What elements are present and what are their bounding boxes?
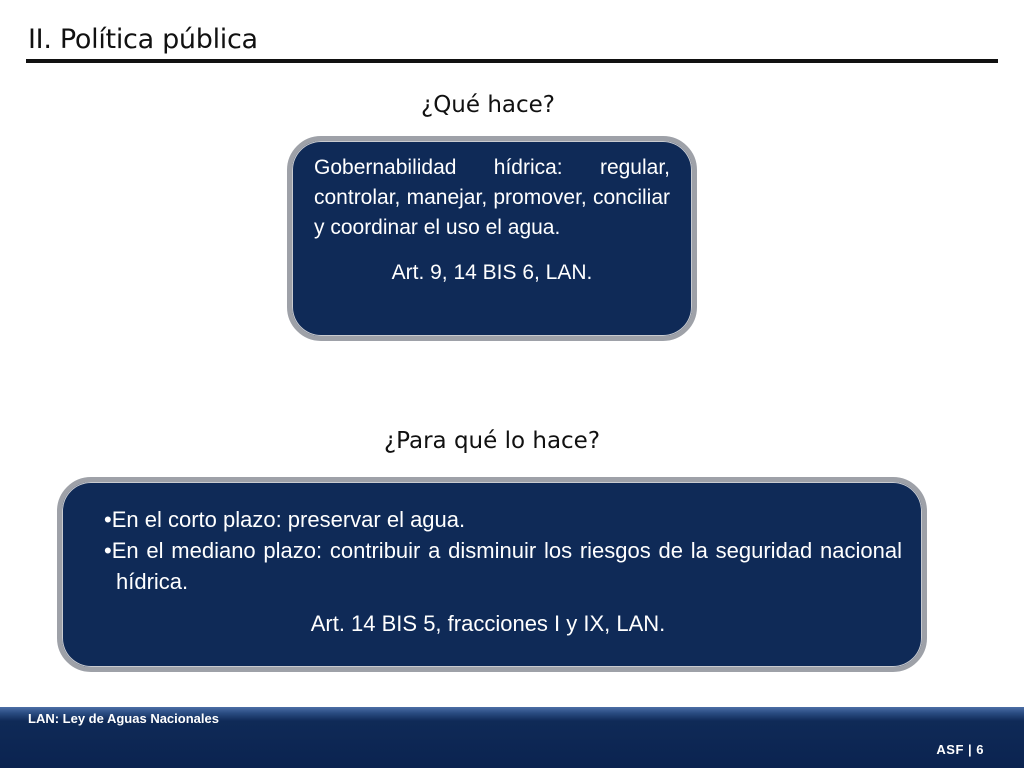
question-why-heading bbox=[0, 428, 1024, 454]
page-number: ASF | 6 bbox=[936, 742, 984, 757]
why-box bbox=[57, 477, 927, 672]
bullet-item: • En el mediano plazo: contribuir a disminuir los riesgos de la seguridad nacional hídrica. bbox=[104, 535, 902, 597]
title-underline bbox=[26, 59, 998, 63]
what-box bbox=[287, 136, 697, 341]
question-why-text: ¿Para qué lo hace? bbox=[383, 428, 601, 454]
what-box-text: Gobernabilidad hídrica: regular, controlar, manejar, promover, conciliar y coordinar el uso el agua. bbox=[314, 156, 670, 239]
why-bullet-list bbox=[104, 504, 902, 597]
why-box-reference: Art. 14 BIS 5, fracciones I y IX, LAN. bbox=[310, 611, 666, 636]
bullet-item: • En el corto plazo: preservar el agua. bbox=[104, 504, 902, 535]
slide-title: II. Política pública bbox=[28, 24, 258, 55]
question-what-text: ¿Qué hace? bbox=[420, 92, 556, 118]
question-what-heading bbox=[0, 92, 1024, 118]
what-box-reference: Art. 9, 14 BIS 6, LAN. bbox=[391, 261, 593, 284]
footer-note: LAN: Ley de Aguas Nacionales bbox=[28, 711, 219, 726]
